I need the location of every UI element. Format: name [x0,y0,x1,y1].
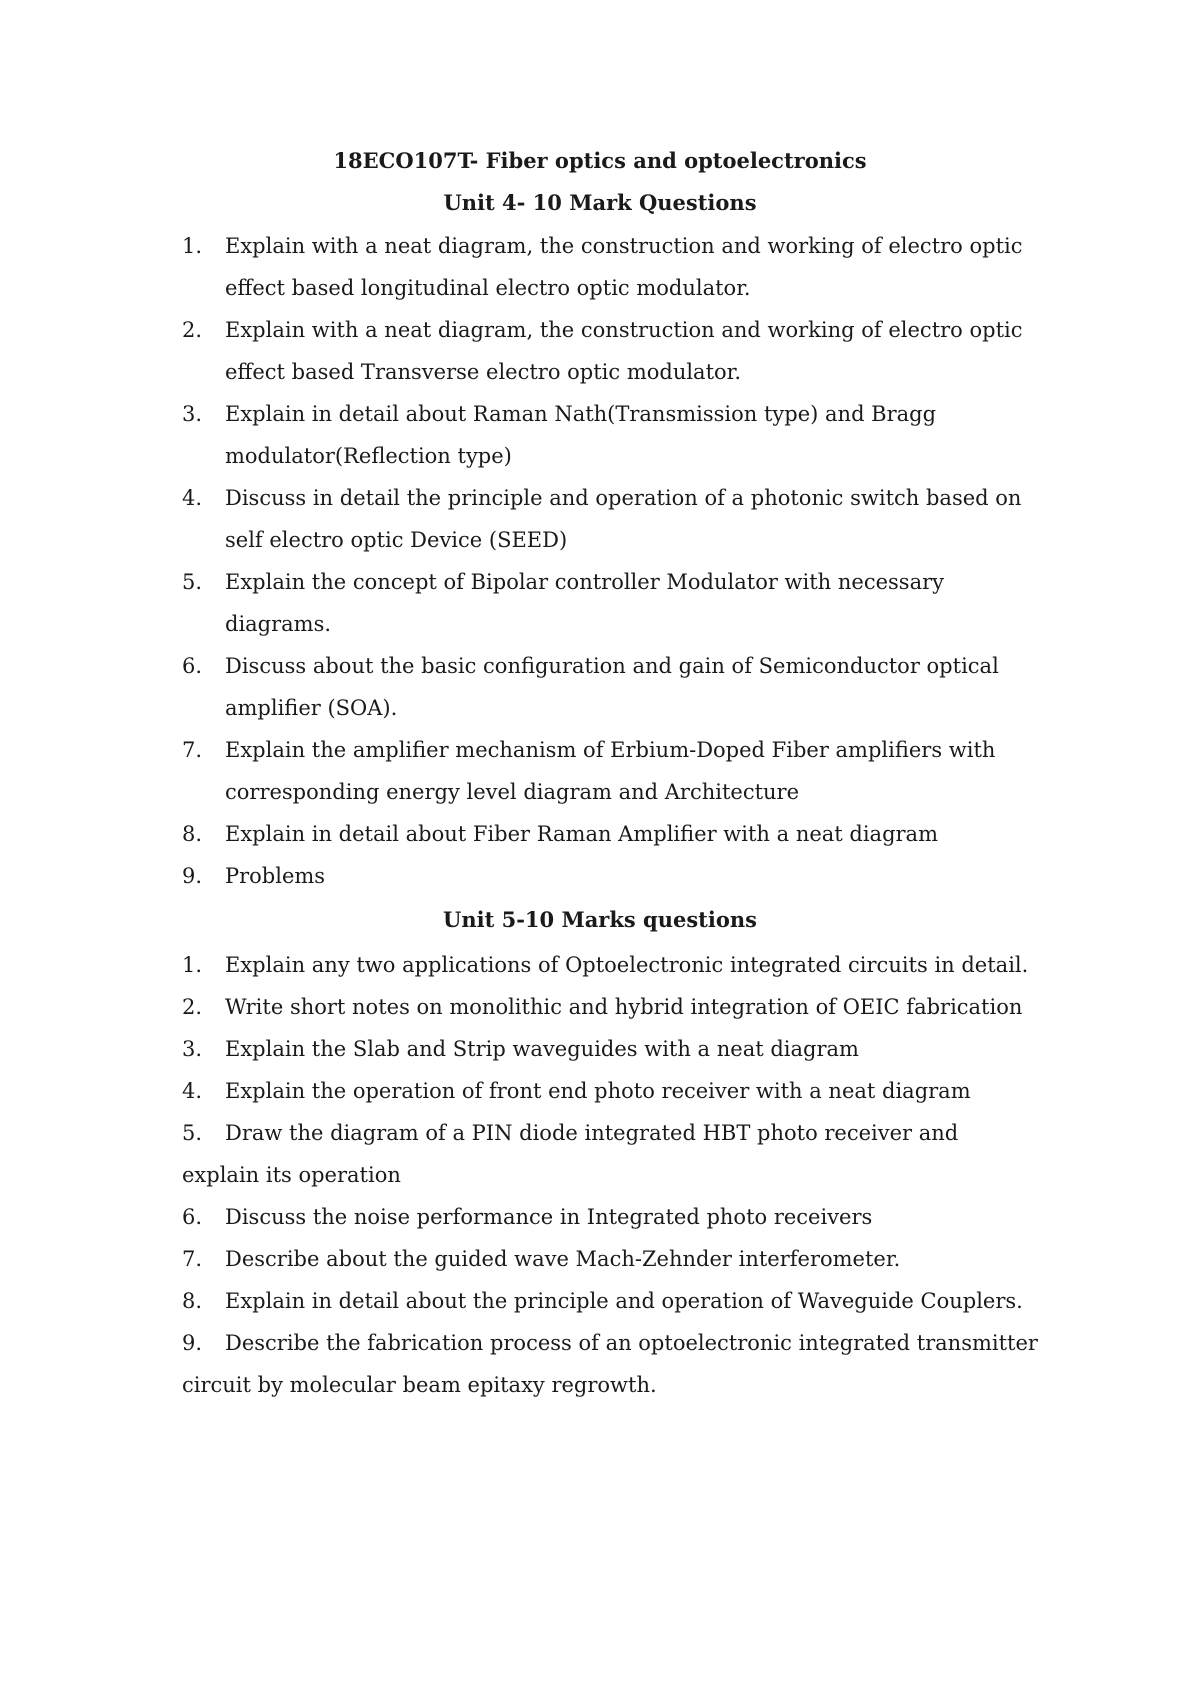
unit5-question-9 [182,1322,1042,1406]
course-title: 18ECO107T- Fiber optics and optoelectronics [333,148,867,173]
question-number: 6. [182,1205,203,1229]
unit4-question-9 [182,855,1042,897]
question-number: 2. [182,995,203,1019]
question-number: 9. [182,1331,203,1355]
unit5-question-4 [182,1070,1042,1112]
question-number: 4. [182,1079,203,1103]
question-text: Explain with a neat diagram, the construction and working of electro optic effect based Transverse electro optic modulator. [225,318,1023,384]
question-text: Discuss the noise performance in Integrated photo receivers [225,1205,873,1229]
question-text: Problems [225,864,326,888]
question-number: 3. [182,1037,203,1061]
question-text: Explain in detail about Fiber Raman Amplifier with a neat diagram [225,822,938,846]
unit4-question-2 [182,309,1042,393]
unit4-question-1 [182,225,1042,309]
question-number: 8. [182,822,203,846]
unit5-question-3 [182,1028,1042,1070]
question-number: 7. [182,1247,203,1271]
question-text: Describe about the guided wave Mach-Zehnder interferometer. [225,1247,901,1271]
unit4-question-4 [182,477,1042,561]
unit5-question-5 [182,1112,1042,1196]
question-text: Write short notes on monolithic and hybrid integration of OEIC fabrication [225,995,1023,1019]
question-text: Discuss about the basic configuration and gain of Semiconductor optical amplifier (SOA). [225,654,999,720]
question-text: Explain the Slab and Strip waveguides with a neat diagram [225,1037,859,1061]
question-number: 3. [182,402,203,426]
unit4-heading: Unit 4- 10 Mark Questions [443,190,757,215]
question-text: Describe the fabrication process of an optoelectronic integrated transmitter circuit by molecular beam epitaxy regrowth. [182,1331,1038,1397]
unit4-question-list [182,225,1042,897]
question-number: 1. [182,234,203,258]
unit5-question-2 [182,986,1042,1028]
question-text: Explain the operation of front end photo receiver with a neat diagram [225,1079,971,1103]
question-text: Explain in detail about Raman Nath(Transmission type) and Bragg modulator(Reflection type) [225,402,937,468]
question-number: 4. [182,486,203,510]
question-text: Discuss in detail the principle and operation of a photonic switch based on self electro optic Device (SEED) [225,486,1022,552]
unit5-question-7 [182,1238,1042,1280]
question-text: Explain the amplifier mechanism of Erbium-Doped Fiber amplifiers with corresponding energy level diagram and Architecture [225,738,996,804]
question-number: 9. [182,864,203,888]
unit5-heading: Unit 5-10 Marks questions [443,907,757,932]
unit4-question-5 [182,561,1042,645]
question-text: Explain any two applications of Optoelectronic integrated circuits in detail. [225,953,1029,977]
unit5-question-list [182,944,1042,1406]
question-text: Explain the concept of Bipolar controller Modulator with necessary diagrams. [225,570,945,636]
question-number: 1. [182,953,203,977]
unit5-question-6 [182,1196,1042,1238]
question-number: 5. [182,1121,203,1145]
question-number: 2. [182,318,203,342]
unit4-question-3 [182,393,1042,477]
question-number: 7. [182,738,203,762]
unit4-question-8 [182,813,1042,855]
unit4-question-7 [182,729,1042,813]
question-text: Explain with a neat diagram, the construction and working of electro optic effect based longitudinal electro optic modulator. [225,234,1023,300]
unit5-question-8 [182,1280,1042,1322]
question-text: Draw the diagram of a PIN diode integrated HBT photo receiver and explain its operation [182,1121,959,1187]
unit5-question-1 [182,944,1042,986]
question-number: 8. [182,1289,203,1313]
question-text: Explain in detail about the principle and operation of Waveguide Couplers. [225,1289,1023,1313]
question-number: 5. [182,570,203,594]
question-number: 6. [182,654,203,678]
unit4-question-6 [182,645,1042,729]
